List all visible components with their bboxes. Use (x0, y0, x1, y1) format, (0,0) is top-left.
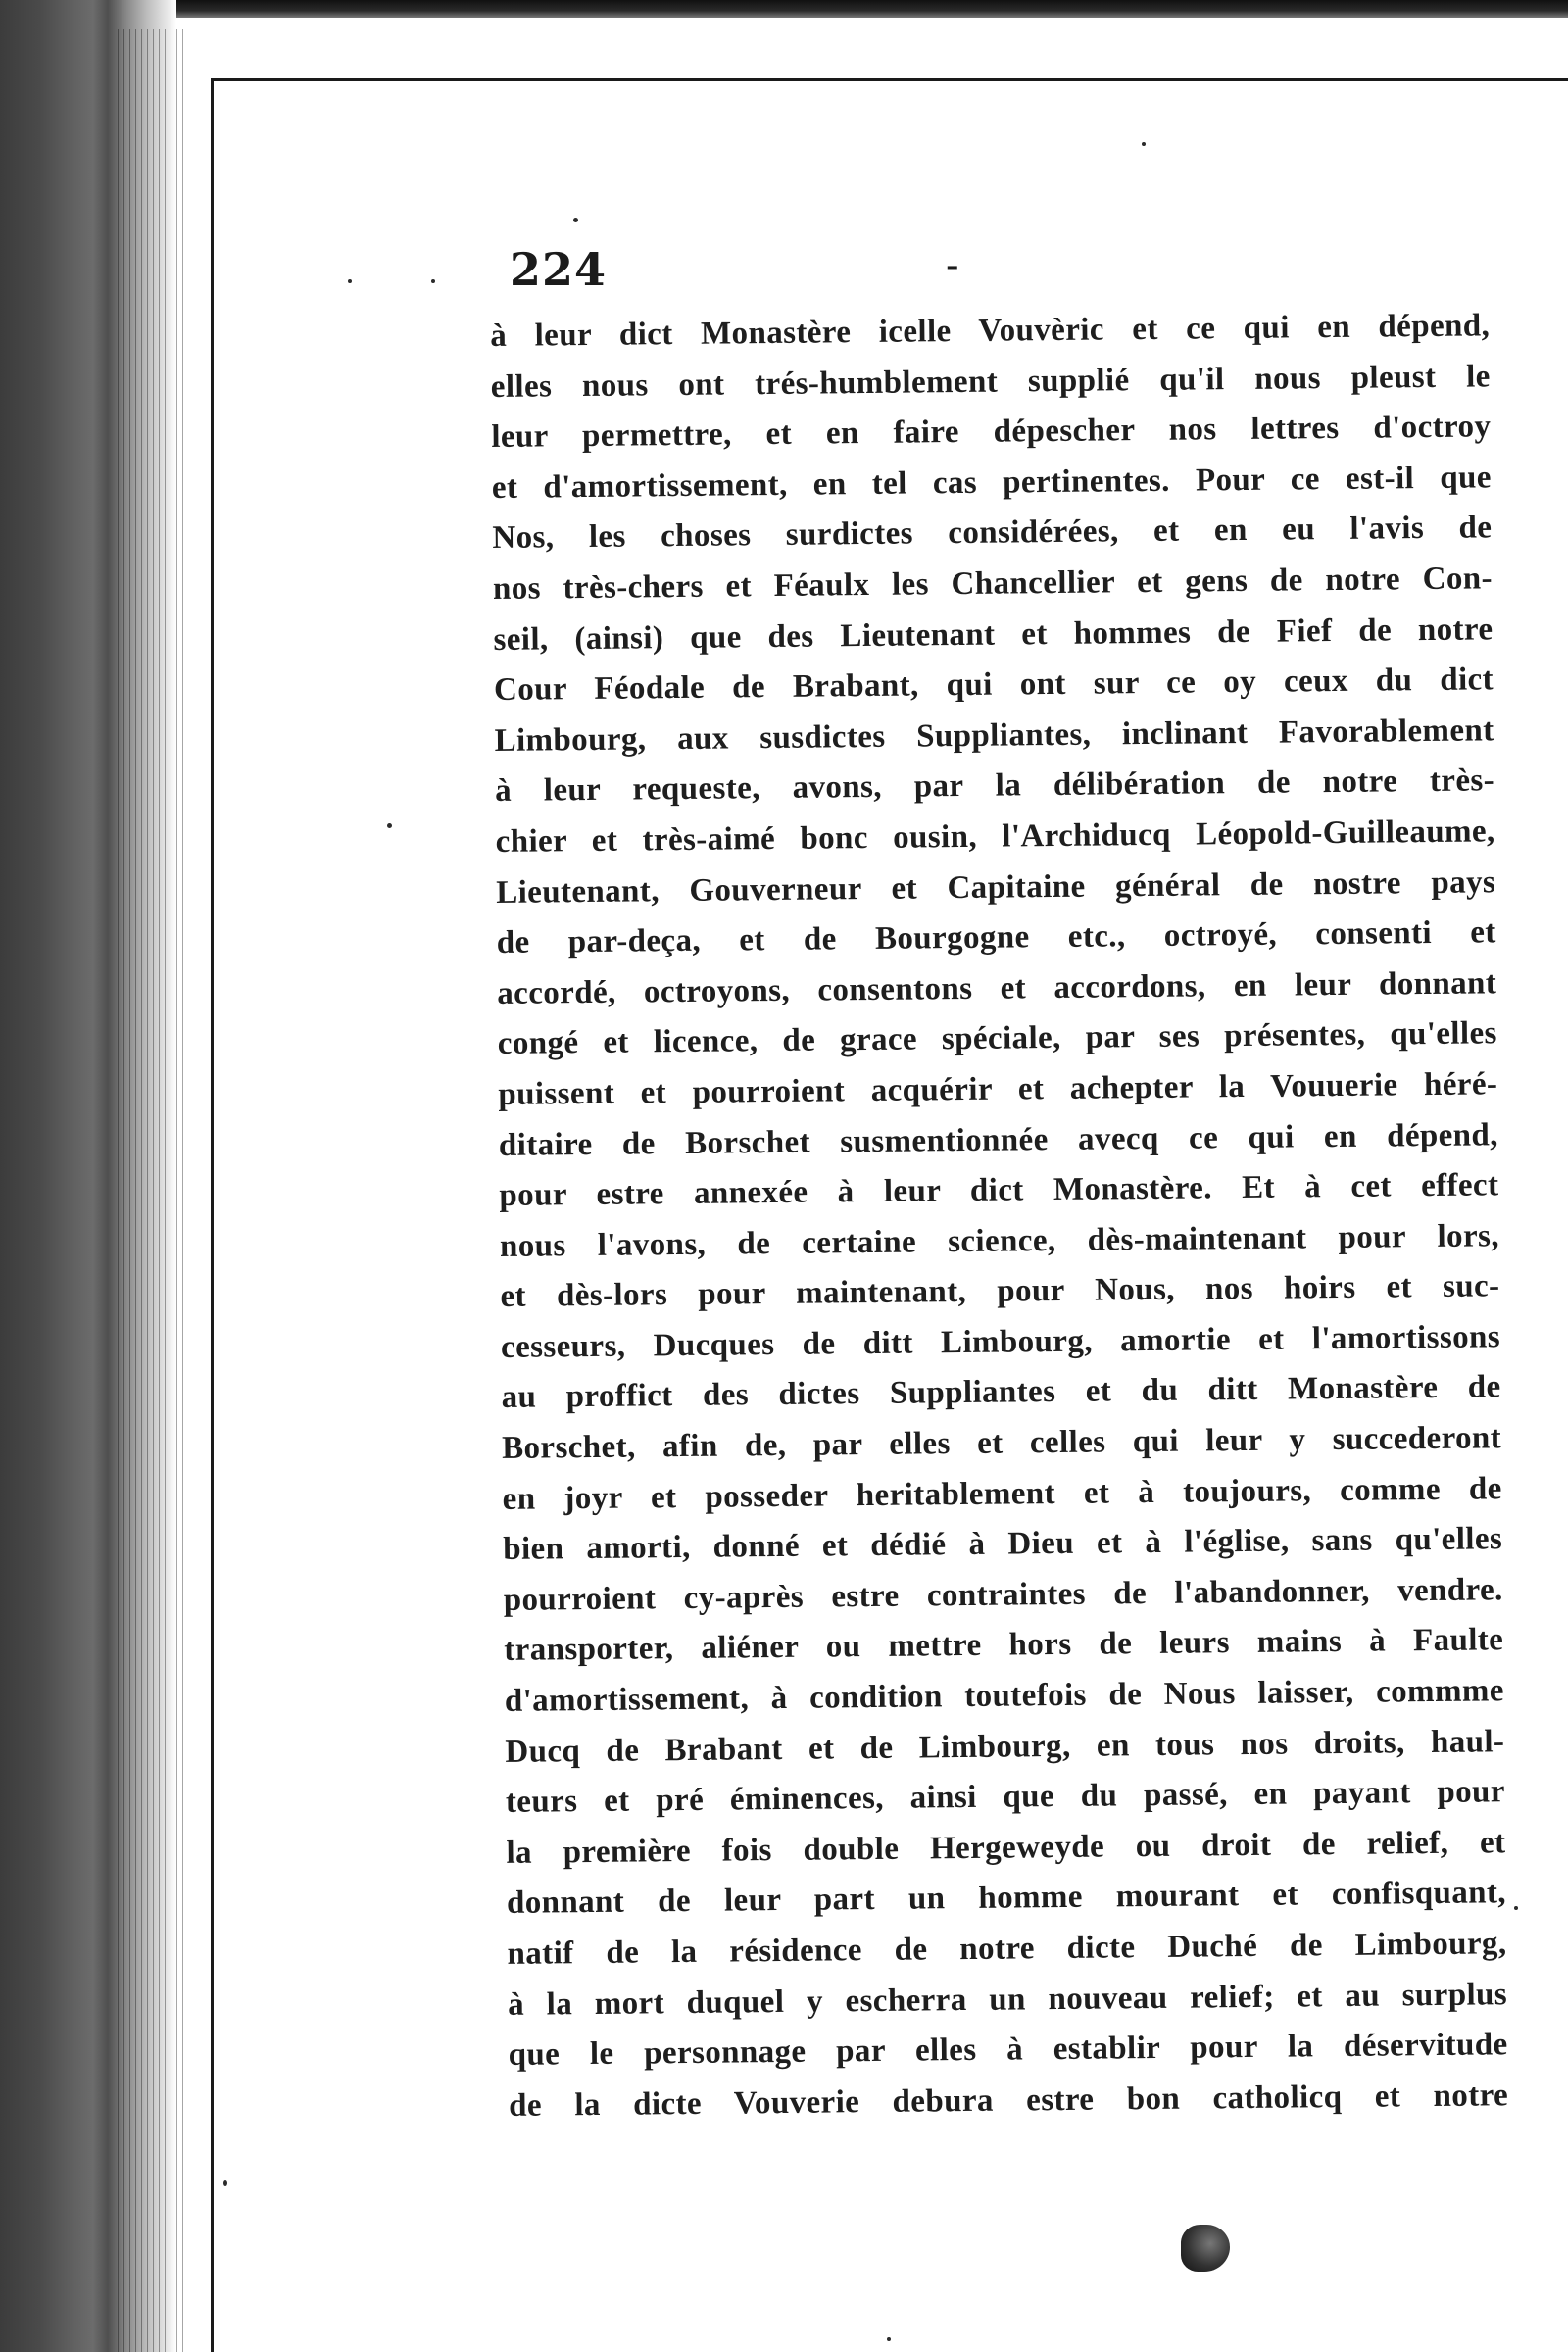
ink-speck (887, 2337, 891, 2341)
text-line: transporter, aliéner ou mettre hors de leurs mains à Faulte (504, 1622, 1504, 1669)
body-text (490, 301, 1508, 2132)
text-line: nos très-chers et Féaulx les Chancellier et gens de notre Con- (492, 561, 1494, 607)
header-mark: - (946, 243, 959, 288)
text-line: de par-deça, et de Bourgogne etc., octroyé, consenti et (496, 914, 1496, 961)
text-line: et d'amortissement, en tel cas pertinentes. Pour ce est-il que (491, 460, 1493, 506)
text-line: à leur dict Monastère icelle Vouvèric et ce qui en dépend, (490, 308, 1491, 354)
text-line: teurs et pré éminences, ainsi que du passé, en payant pour (505, 1774, 1506, 1821)
text-line: de la dicte Vouverie debura estre bon catholicq et notre (508, 2078, 1509, 2124)
text-line: Nos, les choses surdictes considérées, et en eu l'avis de (492, 510, 1493, 557)
ink-speck (223, 2180, 227, 2186)
text-line: que le personnage par elles à establir pour la déservitude (508, 2027, 1508, 2074)
text-line: seil, (ainsi) que des Lieutenant et hommes de Fief de notre (493, 611, 1494, 658)
text-line: donnant de leur part un homme mourant et confisquant, (506, 1875, 1507, 1922)
text-line: puissent et pourroient acquérir et achepter la Vouuerie héré- (498, 1066, 1498, 1112)
text-line: Limbourg, aux susdictes Suppliantes, inclinant Favorablement (494, 712, 1494, 759)
text-line: congé et licence, de grace spéciale, par ses présentes, qu'elles (497, 1015, 1497, 1062)
text-line: chier et très-aimé bonc ousin, l'Archiducq Léopold-Guilleaume, (495, 813, 1495, 859)
text-line: bien amorti, donné et dédié à Dieu et à l'église, sans qu'elles (503, 1521, 1503, 1568)
ink-speck (1142, 142, 1146, 146)
text-line: cesseurs, Ducques de ditt Limbourg, amortie et l'amortissons (500, 1319, 1501, 1365)
ink-speck (387, 823, 392, 828)
text-line: la première fois double Hergeweyde ou droit de relief, et (506, 1825, 1506, 1871)
text-line: Borschet, afin de, par elles et celles qui leur y succederont (501, 1420, 1502, 1466)
page-edges (118, 29, 186, 2352)
ink-speck (1514, 1906, 1518, 1910)
ink-speck (573, 218, 578, 222)
text-line: accordé, octroyons, consentons et accordons, en leur donnant (497, 965, 1497, 1011)
ink-blot (1181, 2225, 1230, 2272)
text-line: nous l'avons, de certaine science, dès-maintenant pour lors, (499, 1217, 1500, 1264)
text-line: Cour Féodale de Brabant, qui ont sur ce oy ceux du dict (493, 662, 1494, 709)
text-line: en joyr et posseder heritablement et à toujours, comme de (502, 1470, 1502, 1517)
text-line: et dès-lors pour maintenant, pour Nous, nos hoirs et suc- (500, 1268, 1500, 1315)
text-line: elles nous ont trés-humblement supplié qu'il nous pleust le (490, 358, 1491, 405)
page-number: 224 (510, 243, 608, 296)
text-line: à leur requeste, avons, par la délibération de notre très- (494, 762, 1495, 809)
page-border-left (211, 78, 214, 2352)
text-line: leur permettre, et en faire dépescher nos lettres d'octroy (491, 409, 1492, 456)
ink-speck (348, 279, 352, 283)
text-line: d'amortissement, à condition toutefois de Nous laisser, commme (504, 1673, 1504, 1719)
page-border-top (211, 78, 1568, 81)
ink-speck (431, 279, 435, 283)
text-line: natif de la résidence de notre dicte Duché de Limbourg, (507, 1926, 1507, 1972)
text-line: Lieutenant, Gouverneur et Capitaine général de nostre pays (496, 863, 1496, 910)
text-line: à la mort duquel y escherra un nouveau relief; et au surplus (507, 1976, 1508, 2023)
text-line: au proffict des dictes Suppliantes et du ditt Monastère de (501, 1369, 1501, 1416)
text-line: pourroient cy-après estre contraintes de l'abandonner, vendre. (503, 1572, 1503, 1618)
text-line: ditaire de Borschet susmentionnée avecq ce qui en dépend, (498, 1116, 1499, 1163)
scan-top-edge (0, 0, 1568, 18)
text-line: Ducq de Brabant et de Limbourg, en tous nos droits, haul- (505, 1723, 1505, 1770)
text-line: pour estre annexée à leur dict Monastère. Et à cet effect (499, 1167, 1499, 1214)
